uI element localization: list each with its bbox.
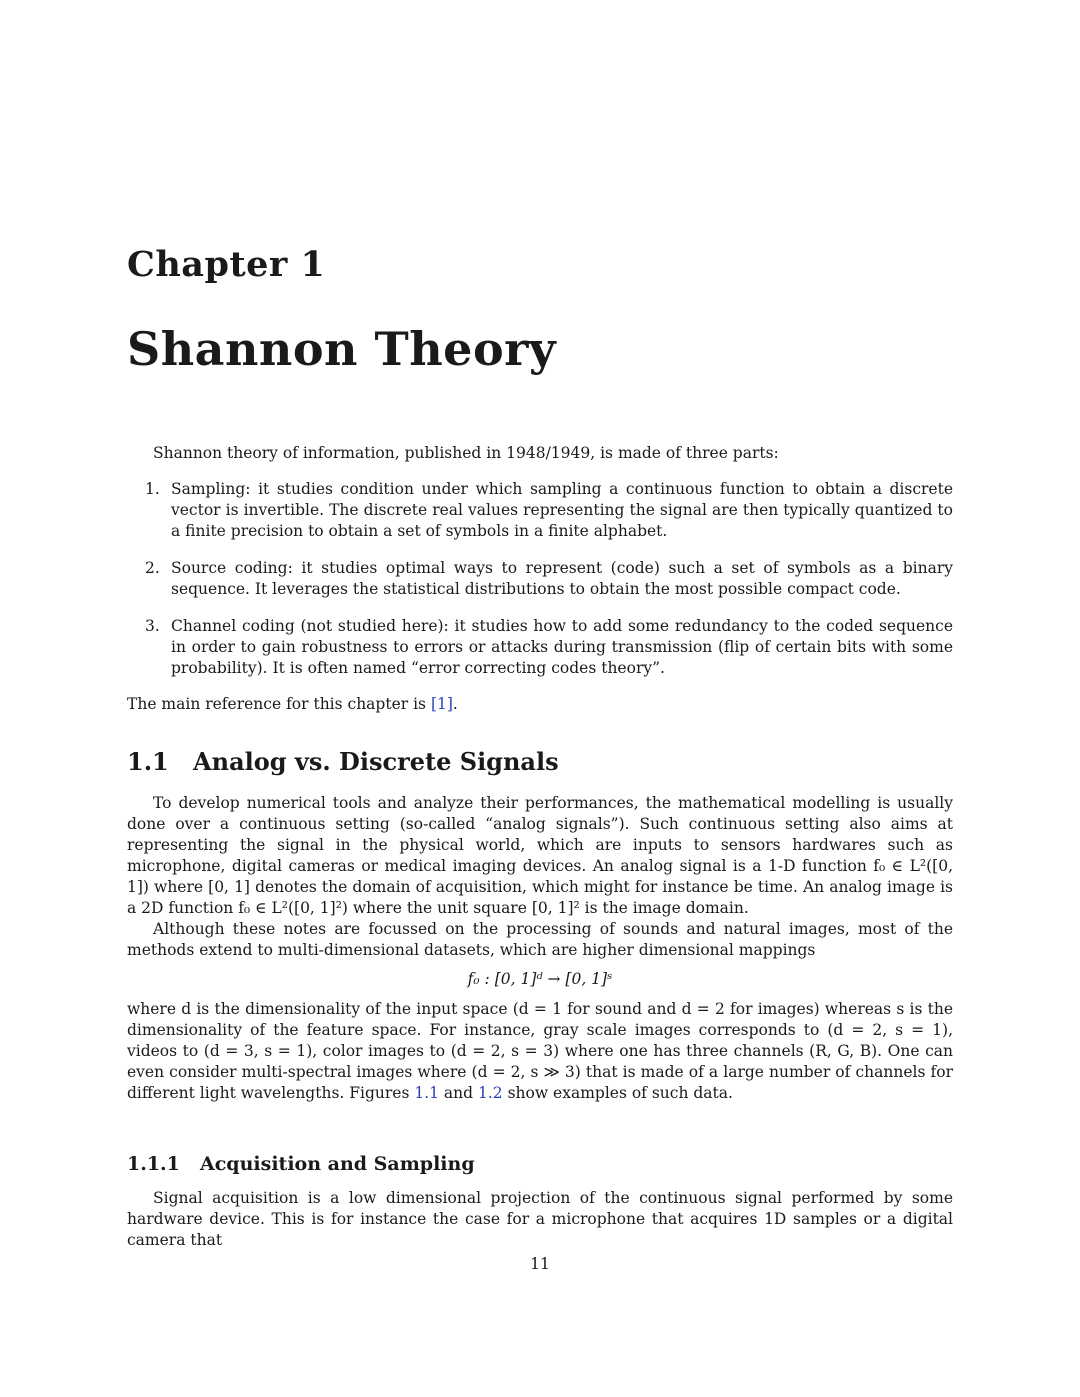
list-item-number: 3. xyxy=(145,617,160,635)
list-item-number: 2. xyxy=(145,559,160,577)
section-paragraph-1: To develop numerical tools and analyze their performances, the mathematical modelling is usually done over a continuous setting (so-called “analog signals”). Such continuous setting also aims at representing the signal in the physical world, which are inputs to sensors hardwares such as microphone, digital cameras or medical imaging devices. An analog signal is a 1-D function f₀ ∈ L²([0, 1]) where [0, 1] denotes the domain of acquisition, which might for instance be time. An analog image is a 2D function f₀ ∈ L²([0, 1]²) where the unit square [0, 1]² is the image domain. xyxy=(127,794,953,917)
reference-text: The main reference for this chapter is xyxy=(127,695,431,713)
list-item-text: Channel coding (not studied here): it studies how to add some redundancy to the coded sequence in order to gain robustness to errors or attacks during transmission (flip of certain bits with some probability). It is often named “error correcting codes theory”. xyxy=(171,617,953,677)
list-item xyxy=(145,558,953,600)
section-paragraph-3 xyxy=(127,999,953,1104)
mapping-equation: f₀ : [0, 1]ᵈ → [0, 1]ˢ xyxy=(467,970,613,988)
subsection-paragraph-1: Signal acquisition is a low dimensional projection of the continuous signal performed by some hardware device. This is for instance the case for a microphone that acquires 1D samples or a digital camera that xyxy=(127,1189,953,1249)
paragraph-text: show examples of such data. xyxy=(502,1084,733,1102)
paragraph-text: where d is the dimensionality of the input space (d = 1 for sound and d = 2 for images) whereas s is the dimensionality of the feature space. For instance, gray scale images corresponds to (d = 2, s = 1), videos to (d = 3, s = 1), color images to (d = 2, s = 3) where one has three channels (R, G, B). One can even consider multi-spectral images where (d = 2, s ≫ 3) that is made of a large number of channels for different light wavelengths. Figures xyxy=(127,1000,953,1102)
reference-period: . xyxy=(452,695,458,713)
list-item xyxy=(145,479,953,542)
list-item-text: Source coding: it studies optimal ways to represent (code) such a set of symbols as a binary sequence. It leverages the statistical distributions to obtain the most possible compact code. xyxy=(171,559,953,598)
section-body xyxy=(127,793,953,1104)
list-item-text: Sampling: it studies condition under which sampling a continuous function to obtain a discrete vector is invertible. The discrete real values representing the signal are then typically quantized to a finite precision to obtain a set of symbols in a finite alphabet. xyxy=(171,480,953,540)
figure-ref-link[interactable]: 1.1 xyxy=(414,1084,439,1102)
chapter-label: Chapter 1 xyxy=(127,244,326,285)
list-item xyxy=(145,616,953,679)
section-number: 1.1 xyxy=(127,747,169,776)
page-number: 11 xyxy=(530,1255,550,1273)
list-item-number: 1. xyxy=(145,480,160,498)
main-reference-line xyxy=(127,694,953,715)
section-heading xyxy=(127,747,559,776)
subsection-body xyxy=(127,1188,953,1251)
citation-link[interactable]: [1] xyxy=(430,695,453,713)
subsection-heading xyxy=(127,1153,475,1175)
section-paragraph-2: Although these notes are focussed on the processing of sounds and natural images, most of the methods extend to multi-dimensional datasets, which are higher dimensional mappings xyxy=(127,920,953,959)
intro-paragraph: Shannon theory of information, published in 1948/1949, is made of three parts: xyxy=(153,444,779,462)
figure-ref-link[interactable]: 1.2 xyxy=(478,1084,503,1102)
chapter-title: Shannon Theory xyxy=(127,322,557,376)
subsection-number: 1.1.1 xyxy=(127,1153,180,1175)
paragraph-text: and xyxy=(439,1084,478,1102)
subsection-title: Acquisition and Sampling xyxy=(200,1153,475,1175)
parts-list xyxy=(145,479,953,695)
section-title: Analog vs. Discrete Signals xyxy=(193,747,559,776)
